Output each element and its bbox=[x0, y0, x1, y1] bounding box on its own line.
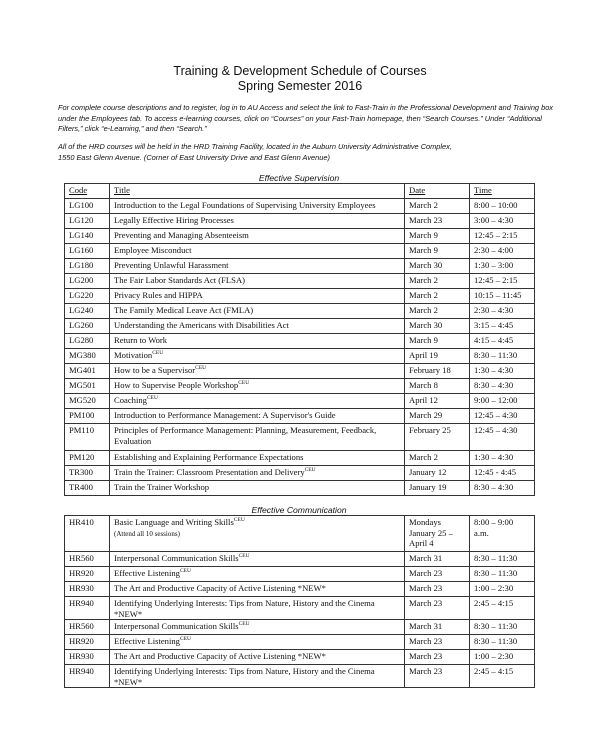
course-code: TR300 bbox=[65, 466, 110, 481]
course-code: LG160 bbox=[65, 244, 110, 259]
course-code: PM110 bbox=[65, 424, 110, 451]
course-title bbox=[110, 552, 405, 567]
course-title-text: Motivation bbox=[114, 350, 153, 360]
course-time: 2:30 – 4:00 bbox=[470, 244, 535, 259]
course-date: March 23 bbox=[405, 597, 470, 620]
course-date-line: Mondays bbox=[409, 517, 441, 527]
course-time: 1:30 – 4:30 bbox=[470, 364, 535, 379]
course-title-text: How to be a Supervisor bbox=[114, 365, 196, 375]
course-date: February 18 bbox=[405, 364, 470, 379]
course-time: 8:00 – 10:00 bbox=[470, 199, 535, 214]
course-date: March 2 bbox=[405, 304, 470, 319]
table-row bbox=[65, 451, 535, 466]
table-row bbox=[65, 409, 535, 424]
ceu-marker: CEU bbox=[238, 621, 250, 627]
course-title-text: Preventing Unlawful Harassment bbox=[114, 260, 229, 270]
course-time: 1:00 – 2:30 bbox=[470, 582, 535, 597]
course-title-text: Legally Effective Hiring Processes bbox=[114, 215, 234, 225]
course-date: March 9 bbox=[405, 229, 470, 244]
course-code: LG200 bbox=[65, 274, 110, 289]
course-time: 1:30 – 4:30 bbox=[470, 451, 535, 466]
course-date: February 25 bbox=[405, 424, 470, 451]
course-title-text: Train the Trainer: Classroom Presentation and Delivery bbox=[114, 467, 305, 477]
course-code: HR560 bbox=[65, 552, 110, 567]
course-date-line: April 4 bbox=[409, 538, 434, 548]
course-code: MG380 bbox=[65, 349, 110, 364]
course-date: March 8 bbox=[405, 379, 470, 394]
ceu-marker: CEU bbox=[238, 553, 250, 559]
course-title-text: Establishing and Explaining Performance Expectations bbox=[114, 452, 304, 462]
intro-paragraph-1: For complete course descriptions and to register, log in to AU Access and select the link to Fast-Train in the Professional Development and Training box under the Employees tab. To access e-learning courses, click on “Courses” on your Fast-Train homepage, then “Search Courses.” Under “Additional Filters,” click “e-Learning,” and then “Search.” bbox=[58, 103, 554, 133]
course-time: 2:30 – 4:30 bbox=[470, 304, 535, 319]
ceu-marker: CEU bbox=[195, 365, 207, 371]
course-title bbox=[110, 394, 405, 409]
course-title bbox=[110, 199, 405, 214]
course-title-text: Preventing and Managing Absenteeism bbox=[114, 230, 249, 240]
table-row bbox=[65, 379, 535, 394]
table-row bbox=[65, 364, 535, 379]
course-code: HR920 bbox=[65, 635, 110, 650]
course-date: March 29 bbox=[405, 409, 470, 424]
table-row bbox=[65, 665, 535, 688]
course-title-text: Return to Work bbox=[114, 335, 168, 345]
course-title-text: Interpersonal Communication Skills bbox=[114, 621, 239, 631]
course-date: March 9 bbox=[405, 334, 470, 349]
course-date: March 30 bbox=[405, 319, 470, 334]
course-title-text: Introduction to the Legal Foundations of Supervising University Employees bbox=[114, 200, 376, 210]
course-title-text: How to Supervise People Workshop bbox=[114, 380, 239, 390]
course-date: March 23 bbox=[405, 214, 470, 229]
table-row bbox=[65, 516, 535, 552]
column-header-time: Time bbox=[470, 184, 535, 199]
course-code: HR930 bbox=[65, 582, 110, 597]
course-date: April 12 bbox=[405, 394, 470, 409]
course-time: 3:00 – 4:30 bbox=[470, 214, 535, 229]
course-title-text: The Family Medical Leave Act (FMLA) bbox=[114, 305, 254, 315]
course-code: LG220 bbox=[65, 289, 110, 304]
course-title-text: The Art and Productive Capacity of Active Listening *NEW* bbox=[114, 651, 326, 661]
table-row bbox=[65, 635, 535, 650]
course-code: LG100 bbox=[65, 199, 110, 214]
course-date: March 31 bbox=[405, 552, 470, 567]
table-row bbox=[65, 466, 535, 481]
course-date: March 23 bbox=[405, 635, 470, 650]
course-time: 12:45 – 4:30 bbox=[470, 424, 535, 451]
course-code: PM120 bbox=[65, 451, 110, 466]
course-title bbox=[110, 379, 405, 394]
table-row bbox=[65, 244, 535, 259]
section-heading-supervision: Effective Supervision bbox=[258, 173, 340, 183]
course-title bbox=[110, 650, 405, 665]
course-title bbox=[110, 364, 405, 379]
course-title bbox=[110, 451, 405, 466]
table-row bbox=[65, 334, 535, 349]
table-row bbox=[65, 597, 535, 620]
course-time-line: 8:00 – 9:00 bbox=[474, 517, 514, 527]
ceu-marker: CEU bbox=[233, 517, 245, 523]
course-time: 12:45 – 4:30 bbox=[470, 409, 535, 424]
communication-table bbox=[64, 515, 535, 688]
course-title bbox=[110, 635, 405, 650]
course-time: 2:45 – 4:15 bbox=[470, 665, 535, 688]
course-title-text: Basic Language and Writing Skills bbox=[114, 517, 234, 527]
course-title bbox=[110, 567, 405, 582]
table-row bbox=[65, 199, 535, 214]
course-date: March 2 bbox=[405, 451, 470, 466]
course-title bbox=[110, 229, 405, 244]
course-title bbox=[110, 582, 405, 597]
course-code: HR930 bbox=[65, 650, 110, 665]
course-time: 12:45 – 2:15 bbox=[470, 229, 535, 244]
course-title bbox=[110, 304, 405, 319]
table-row bbox=[65, 620, 535, 635]
course-title-text: Identifying Underlying Interests: Tips from Nature, History and the Cinema *NEW* bbox=[114, 598, 375, 619]
course-date: March 2 bbox=[405, 274, 470, 289]
table-row bbox=[65, 229, 535, 244]
course-time: 8:30 – 11:30 bbox=[470, 635, 535, 650]
table-row bbox=[65, 289, 535, 304]
course-title-text: Interpersonal Communication Skills bbox=[114, 553, 239, 563]
table-row bbox=[65, 304, 535, 319]
course-title bbox=[110, 424, 405, 451]
course-date: March 23 bbox=[405, 582, 470, 597]
supervision-table bbox=[64, 183, 535, 496]
course-title bbox=[110, 334, 405, 349]
course-code: HR410 bbox=[65, 516, 110, 552]
course-title bbox=[110, 244, 405, 259]
course-date: January 19 bbox=[405, 481, 470, 496]
course-date: March 2 bbox=[405, 289, 470, 304]
course-title bbox=[110, 259, 405, 274]
course-title-text: Privacy Rules and HIPPA bbox=[114, 290, 203, 300]
course-time: 8:30 – 11:30 bbox=[470, 567, 535, 582]
section-heading-communication: Effective Communication bbox=[251, 505, 347, 515]
course-title-text: Effective Listening bbox=[114, 568, 180, 578]
course-date: January 12 bbox=[405, 466, 470, 481]
course-title bbox=[110, 274, 405, 289]
table-row bbox=[65, 394, 535, 409]
course-code: HR940 bbox=[65, 665, 110, 688]
course-date: March 31 bbox=[405, 620, 470, 635]
table-row bbox=[65, 567, 535, 582]
table-row bbox=[65, 582, 535, 597]
table-row bbox=[65, 259, 535, 274]
course-code: MG501 bbox=[65, 379, 110, 394]
course-note: (Attend all 10 sessions) bbox=[114, 529, 180, 538]
course-title bbox=[110, 481, 405, 496]
course-date: March 23 bbox=[405, 665, 470, 688]
table-header-row bbox=[65, 184, 535, 199]
course-title-text: Coaching bbox=[114, 395, 147, 405]
course-code: LG140 bbox=[65, 229, 110, 244]
ceu-marker: CEU bbox=[146, 395, 158, 401]
table-row bbox=[65, 319, 535, 334]
course-code: HR560 bbox=[65, 620, 110, 635]
course-date: March 2 bbox=[405, 199, 470, 214]
course-date-line: January 25 – bbox=[409, 527, 453, 538]
course-title-text: Employee Misconduct bbox=[114, 245, 192, 255]
course-time: 3:15 – 4:45 bbox=[470, 319, 535, 334]
table-row bbox=[65, 650, 535, 665]
course-date: March 23 bbox=[405, 650, 470, 665]
course-title-text: Introduction to Performance Management: A Supervisor's Guide bbox=[114, 410, 336, 420]
course-title-text: Effective Listening bbox=[114, 636, 180, 646]
course-code: HR920 bbox=[65, 567, 110, 582]
ceu-marker: CEU bbox=[238, 380, 250, 386]
course-time: 9:00 – 12:00 bbox=[470, 394, 535, 409]
course-time: 8:30 – 11:30 bbox=[470, 349, 535, 364]
course-title-text: Train the Trainer Workshop bbox=[114, 482, 210, 492]
course-time: 8:30 – 11:30 bbox=[470, 620, 535, 635]
intro-paragraph-2-line-2: 1550 East Glenn Avenue. (Corner of East University Drive and East Glenn Avenue) bbox=[58, 152, 330, 162]
course-time: 12:45 – 2:15 bbox=[470, 274, 535, 289]
course-code: PM100 bbox=[65, 409, 110, 424]
table-row bbox=[65, 552, 535, 567]
course-time: 8:30 – 11:30 bbox=[470, 552, 535, 567]
table-row bbox=[65, 214, 535, 229]
course-time-line: a.m. bbox=[474, 527, 489, 538]
course-time: 12:45 - 4:45 bbox=[470, 466, 535, 481]
document-title: Training & Development Schedule of Courses bbox=[173, 64, 427, 78]
course-title-text: The Fair Labor Standards Act (FLSA) bbox=[114, 275, 246, 285]
course-date: April 19 bbox=[405, 349, 470, 364]
course-title-text: Identifying Underlying Interests: Tips from Nature, History and the Cinema *NEW* bbox=[114, 666, 375, 687]
course-code: TR400 bbox=[65, 481, 110, 496]
course-code: LG120 bbox=[65, 214, 110, 229]
course-code: LG240 bbox=[65, 304, 110, 319]
course-code: MG401 bbox=[65, 364, 110, 379]
course-time bbox=[470, 516, 535, 552]
course-title bbox=[110, 597, 405, 620]
course-time: 10:15 – 11:45 bbox=[470, 289, 535, 304]
course-date: March 23 bbox=[405, 567, 470, 582]
document-subtitle: Spring Semester 2016 bbox=[237, 79, 363, 93]
course-title bbox=[110, 620, 405, 635]
course-title bbox=[110, 409, 405, 424]
course-time: 4:15 – 4:45 bbox=[470, 334, 535, 349]
course-time: 2:45 – 4:15 bbox=[470, 597, 535, 620]
column-header-code: Code bbox=[65, 184, 110, 199]
course-title-text: The Art and Productive Capacity of Active Listening *NEW* bbox=[114, 583, 326, 593]
table-row bbox=[65, 349, 535, 364]
course-time: 8:30 – 4:30 bbox=[470, 379, 535, 394]
course-title bbox=[110, 319, 405, 334]
course-title bbox=[110, 516, 405, 552]
course-date: March 30 bbox=[405, 259, 470, 274]
course-time: 1:30 – 3:00 bbox=[470, 259, 535, 274]
course-code: LG260 bbox=[65, 319, 110, 334]
course-time: 1:00 – 2:30 bbox=[470, 650, 535, 665]
column-header-title: Title bbox=[110, 184, 405, 199]
course-time: 8:30 – 4:30 bbox=[470, 481, 535, 496]
course-title bbox=[110, 466, 405, 481]
ceu-marker: CEU bbox=[179, 636, 191, 642]
ceu-marker: CEU bbox=[179, 568, 191, 574]
course-code: HR940 bbox=[65, 597, 110, 620]
course-code: LG280 bbox=[65, 334, 110, 349]
course-code: MG520 bbox=[65, 394, 110, 409]
course-code: LG180 bbox=[65, 259, 110, 274]
course-title-text: Principles of Performance Management: Planning, Measurement, Feedback, Evaluation bbox=[114, 425, 377, 446]
course-title bbox=[110, 289, 405, 304]
course-date bbox=[405, 516, 470, 552]
ceu-marker: CEU bbox=[304, 467, 316, 473]
table-row bbox=[65, 481, 535, 496]
table-row bbox=[65, 424, 535, 451]
course-title-text: Understanding the Americans with Disabilities Act bbox=[114, 320, 289, 330]
course-title bbox=[110, 349, 405, 364]
course-title bbox=[110, 214, 405, 229]
table-row bbox=[65, 274, 535, 289]
course-date: March 9 bbox=[405, 244, 470, 259]
course-title bbox=[110, 665, 405, 688]
ceu-marker: CEU bbox=[152, 350, 164, 356]
intro-paragraph-2-line-1: All of the HRD courses will be held in the HRD Training Facility, located in the Auburn University Administrative Complex, bbox=[58, 142, 452, 151]
column-header-date: Date bbox=[405, 184, 470, 199]
